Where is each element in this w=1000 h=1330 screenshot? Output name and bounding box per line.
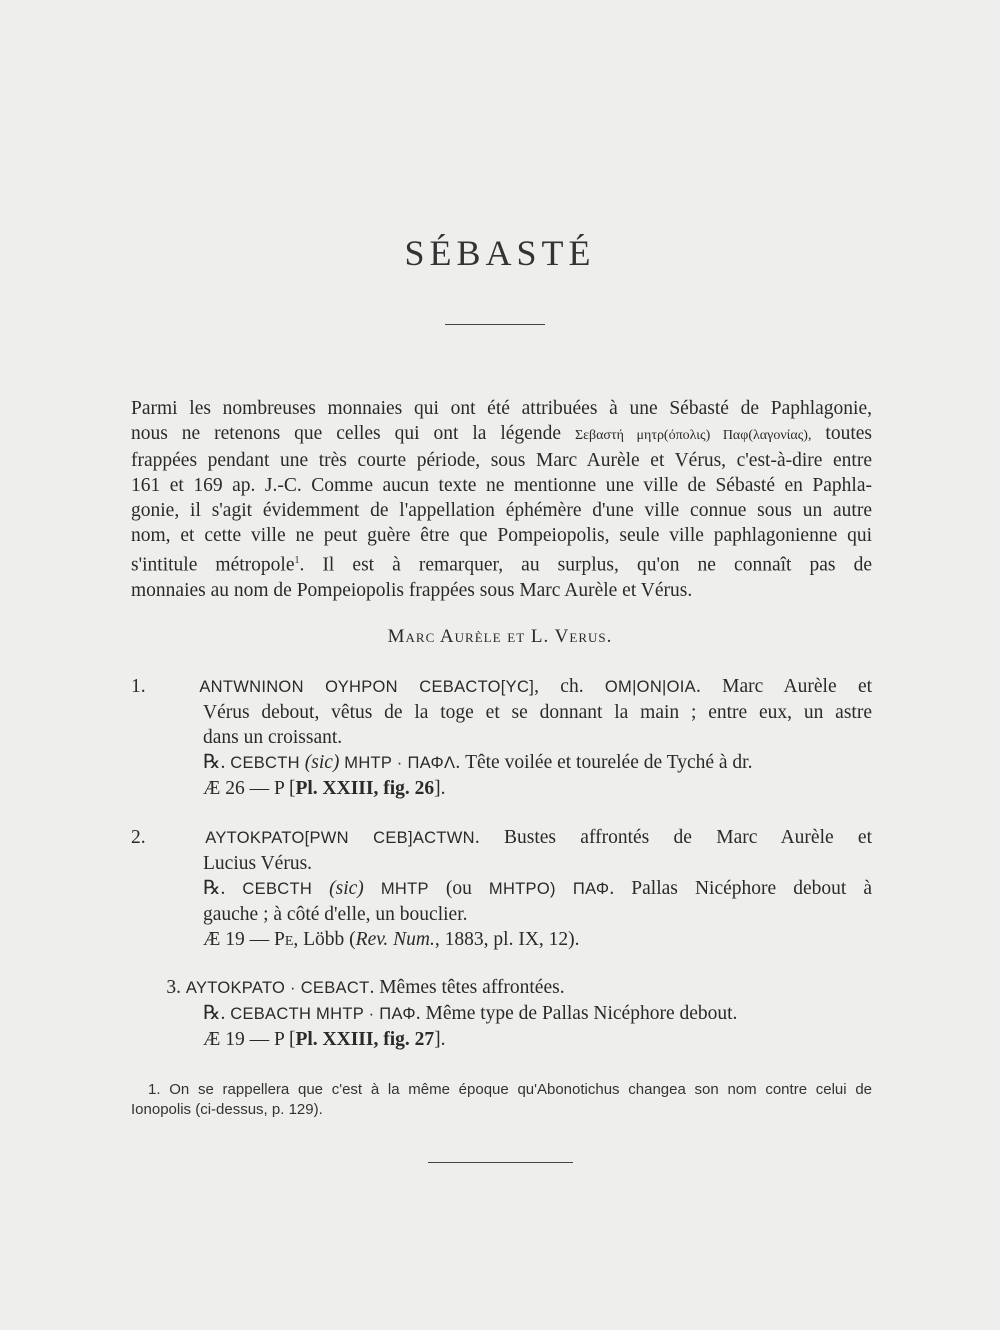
end-divider <box>428 1162 573 1163</box>
reverse-sign: ℞. <box>203 1003 226 1024</box>
metal-size: Æ 26 — P [ <box>203 778 296 799</box>
footnote-ref: 1 <box>294 555 300 566</box>
intro-line: frappées pendant une très courte période, sous Marc Aurèle et Vérus, c'est-à-dire entre <box>131 450 872 471</box>
intro-line <box>131 421 872 448</box>
entry-text: , 1883, pl. IX, 12). <box>434 929 580 950</box>
reverse-legend: CΕΒCΤΗ <box>242 880 313 898</box>
obverse-legend: ΑΝΤWΝΙΝΟΝ ΟΥΗΡΟΝ CΕΒΑCΤΟ[YC] <box>199 678 535 696</box>
entry-line <box>131 1001 872 1027</box>
entry-line: gauche ; à côté d'elle, un bouclier. <box>203 904 468 925</box>
footnote-line <box>131 1080 872 1100</box>
footnote-line: Ionopolis (ci-dessus, p. 129). <box>131 1101 323 1118</box>
metal-size: Æ 19 — <box>203 929 274 950</box>
entry-line: Lucius Vérus. <box>203 853 313 874</box>
plate-ref: Pl. XXIII, fig. 27 <box>295 1029 435 1050</box>
reverse-sign: ℞. <box>203 752 226 773</box>
entry-text: . Même type de Pallas Nicéphore debout. <box>415 1003 738 1024</box>
intro-line: Parmi les nombreuses monnaies qui ont été attribuées à une Sébasté de Paphlagonie, <box>131 398 872 419</box>
intro-line: 161 et 169 ap. J.-C. Comme aucun texte ne mentionne une ville de Sébasté en Paphla- <box>131 475 872 496</box>
entry-number: 2. <box>131 827 146 848</box>
reverse-legend: CΕΒCΤΗ <box>230 754 300 772</box>
intro-line: nom, et cette ville ne peut guère être que Pompeiopolis, seule ville paphlagonienne qui <box>131 525 872 546</box>
greek-legend: Σεβαστή μητρ(όπολις) Παφ(λαγονίας), <box>574 428 812 443</box>
reverse-legend-4: ΠΑΦ <box>572 880 610 898</box>
entry-number: 3. <box>166 977 181 998</box>
footnote-marker: 1. <box>148 1081 161 1098</box>
entry-number: 1. <box>131 676 146 697</box>
entry-text: , ch. <box>534 676 605 697</box>
entry-line <box>131 825 872 851</box>
entry-text: . Bustes affrontés de Marc Aurèle et <box>474 827 872 848</box>
collector-name: , Löbb ( <box>293 929 356 950</box>
page-title: SÉBASTÉ <box>404 233 596 273</box>
obverse-legend: ΑΥΤΟΚΡΑΤΟ · CΕΒΑCΤ <box>185 979 370 997</box>
entry-line: dans un croissant. <box>203 727 343 748</box>
intro-line: monnaies au nom de Pompeiopolis frappées sous Marc Aurèle et Vérus. <box>131 579 693 601</box>
reverse-legend-2: ΜΗΤΡ <box>380 880 429 898</box>
entry-line <box>131 750 872 776</box>
metal-size: Æ 19 — P [ <box>203 1029 296 1050</box>
footnote-text: On se rappellera que c'est à la même époque qu'Abonotichus changea son nom contre celui de <box>169 1081 873 1098</box>
reverse-legend: CΕΒΑCΤΗ ΜΗΤΡ · ΠΑΦ <box>230 1005 416 1023</box>
section-heading: Marc Aurèle et L. Verus. <box>387 626 613 647</box>
plate-ref: Pl. XXIII, fig. 26 <box>295 778 435 799</box>
entry-line: Vérus debout, vêtus de la toge et se donnant la main ; entre eux, un astre <box>203 702 872 723</box>
coin-entry-2 <box>131 825 872 952</box>
entry-line <box>131 776 872 801</box>
entry-line <box>131 975 872 1001</box>
entry-text: . Mêmes têtes affrontées. <box>369 977 565 998</box>
entry-text: . Pallas Nicéphore debout à <box>609 878 873 899</box>
intro-text: . Il est à remarquer, au surplus, qu'on ne connaît pas de <box>299 554 872 576</box>
entry-line <box>131 1027 872 1052</box>
coin-entry-3 <box>131 975 872 1052</box>
intro-line: gonie, il s'agit évidemment de l'appellation éphémère d'une ville connue sous un autre <box>131 500 872 521</box>
entry-line <box>131 876 872 902</box>
obverse-legend-2: ΟΜ|ΟΝ|ΟΙΑ <box>604 678 696 696</box>
intro-line <box>131 548 872 578</box>
reverse-sign: ℞. <box>203 878 226 899</box>
intro-paragraph <box>131 396 872 603</box>
footnote <box>131 1080 872 1120</box>
entry-line <box>131 927 872 952</box>
entry-text: ]. <box>434 1029 446 1050</box>
journal-ref: Rev. Num. <box>355 929 435 950</box>
entry-text: . Marc Aurèle et <box>695 676 873 697</box>
sic-note: (sic) <box>304 752 340 773</box>
title-divider <box>445 324 545 325</box>
entry-line <box>131 674 872 700</box>
obverse-legend: ΑΥΤΟΚΡΑΤΟ[ΡWΝ CΕΒ]ΑCΤWΝ <box>205 829 475 847</box>
intro-text: toutes <box>825 423 873 444</box>
reverse-legend-3: ΜΗΤΡΟ) <box>488 880 556 898</box>
entry-text: (ou <box>445 878 472 899</box>
coin-entry-1 <box>131 674 872 801</box>
sic-note: (sic) <box>329 878 364 899</box>
intro-text: nous ne retenons que celles qui ont la légende <box>131 423 561 444</box>
intro-text: s'intitule métropole <box>131 554 295 576</box>
entry-text: . Tête voilée et tourelée de Tyché à dr. <box>455 752 753 773</box>
collection-abbrev: Pe <box>273 929 294 950</box>
entry-text: ]. <box>434 778 446 799</box>
reverse-legend-2: ΜΗΤΡ · ΠΑΦΛ <box>344 754 456 772</box>
